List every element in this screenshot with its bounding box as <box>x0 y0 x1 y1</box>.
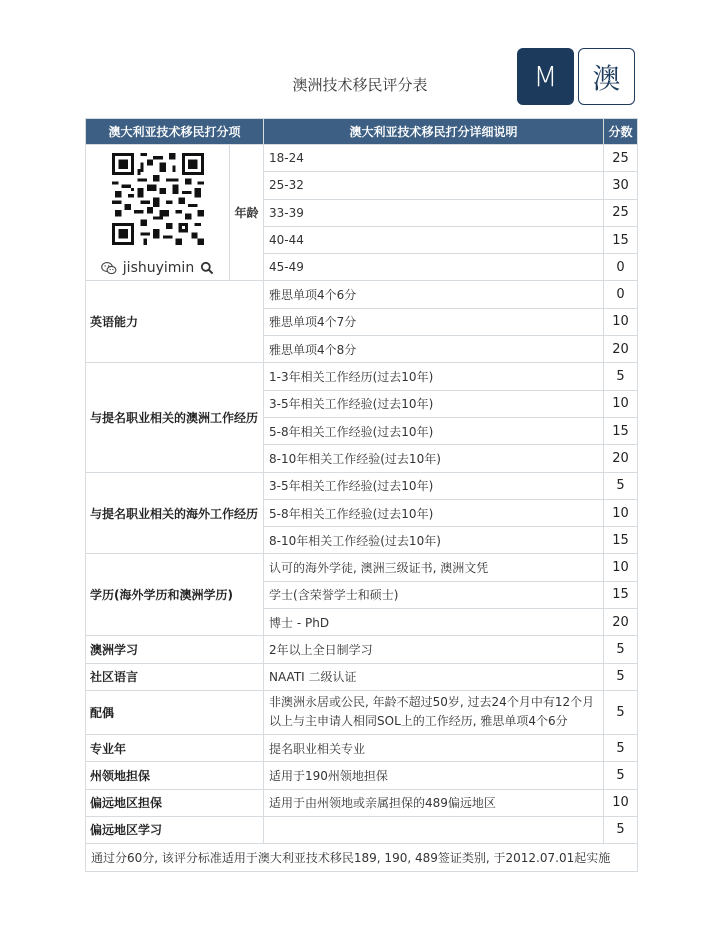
row-desc: 3-5年相关工作经验(过去10年) <box>264 390 604 417</box>
table-row <box>86 636 638 663</box>
row-score: 20 <box>604 336 638 363</box>
category-partner: 配偶 <box>86 690 264 734</box>
page-title: 澳洲技术移民评分表 <box>292 76 428 94</box>
partner-desc-line: 非澳洲永居或公民, 年龄不超过50岁, 过去24个月中有12个月 <box>269 695 595 710</box>
partner-desc-line: 以上与主申请人相同SOL上的工作经历, 雅思单项4个6分 <box>269 714 568 729</box>
table-footer-row <box>86 844 638 872</box>
row-score: 5 <box>604 762 638 789</box>
row-score: 25 <box>604 199 638 226</box>
row-desc: 18-24 <box>264 145 604 172</box>
row-desc: 3-5年相关工作经验(过去10年) <box>264 472 604 499</box>
logo-m: M <box>517 48 574 105</box>
row-score: 5 <box>604 636 638 663</box>
row-score: 5 <box>604 816 638 843</box>
wechat-id-row <box>90 260 225 276</box>
row-desc: 适用于190州领地担保 <box>264 762 604 789</box>
category-regional-study: 偏远地区学习 <box>86 816 264 843</box>
row-score: 25 <box>604 145 638 172</box>
row-desc: 33-39 <box>264 199 604 226</box>
age-label: 年龄 <box>230 145 264 281</box>
row-desc: 5-8年相关工作经验(过去10年) <box>264 417 604 444</box>
table-footer-note: 通过分60分, 该评分标准适用于澳大利亚技术移民189, 190, 489签证类别, 于2012.07.01起实施 <box>86 844 638 872</box>
table-row <box>86 363 638 390</box>
row-desc: 25-32 <box>264 172 604 199</box>
row-score: 20 <box>604 445 638 472</box>
row-desc: 2年以上全日制学习 <box>264 636 604 663</box>
row-desc: 认可的海外学徒, 澳洲三级证书, 澳洲文凭 <box>264 554 604 581</box>
header-score: 分数 <box>604 119 638 145</box>
table-row <box>86 472 638 499</box>
row-desc: 博士 - PhD <box>264 609 604 636</box>
row-score: 5 <box>604 363 638 390</box>
row-desc <box>264 816 604 843</box>
header-item: 澳大利亚技术移民打分项 <box>86 119 264 145</box>
table-row <box>86 663 638 690</box>
row-score: 10 <box>604 554 638 581</box>
category-au-study: 澳洲学习 <box>86 636 264 663</box>
table-row <box>86 816 638 843</box>
header-detail: 澳大利亚技术移民打分详细说明 <box>264 119 604 145</box>
score-table <box>85 118 638 872</box>
row-score: 30 <box>604 172 638 199</box>
row-desc: 8-10年相关工作经验(过去10年) <box>264 527 604 554</box>
table-row <box>86 690 638 734</box>
row-score: 0 <box>604 254 638 281</box>
row-desc: 5-8年相关工作经验(过去10年) <box>264 499 604 526</box>
category-au-work: 与提名职业相关的澳洲工作经历 <box>86 363 264 472</box>
row-desc: 提名职业相关专业 <box>264 734 604 761</box>
row-score: 15 <box>604 226 638 253</box>
row-desc: 1-3年相关工作经历(过去10年) <box>264 363 604 390</box>
category-professional-year: 专业年 <box>86 734 264 761</box>
search-icon <box>200 261 214 275</box>
row-score: 15 <box>604 581 638 608</box>
row-desc: 学士(含荣誉学士和硕士) <box>264 581 604 608</box>
row-score: 0 <box>604 281 638 308</box>
category-english: 英语能力 <box>86 281 264 363</box>
row-score: 20 <box>604 609 638 636</box>
qr-section <box>86 145 230 281</box>
table-row <box>86 145 638 172</box>
category-regional-sponsorship: 偏远地区担保 <box>86 789 264 816</box>
table-row <box>86 734 638 761</box>
row-score: 5 <box>604 690 638 734</box>
row-score: 5 <box>604 663 638 690</box>
row-score: 10 <box>604 499 638 526</box>
wechat-id: jishuyimin <box>122 260 195 276</box>
category-os-work: 与提名职业相关的海外工作经历 <box>86 472 264 554</box>
logo-ao: 澳 <box>578 48 635 105</box>
qr-code-icon <box>112 153 204 245</box>
row-score: 5 <box>604 734 638 761</box>
row-score: 10 <box>604 390 638 417</box>
category-state-sponsorship: 州领地担保 <box>86 762 264 789</box>
row-score: 10 <box>604 308 638 335</box>
wechat-icon <box>101 261 117 275</box>
row-score: 5 <box>604 472 638 499</box>
row-score: 15 <box>604 417 638 444</box>
table-row <box>86 789 638 816</box>
row-desc: 雅思单项4个8分 <box>264 336 604 363</box>
row-desc: 适用于由州领地或亲属担保的489偏远地区 <box>264 789 604 816</box>
row-desc: 8-10年相关工作经验(过去10年) <box>264 445 604 472</box>
row-desc: NAATI 二级认证 <box>264 663 604 690</box>
table-row <box>86 762 638 789</box>
row-desc <box>264 690 604 734</box>
table-row <box>86 281 638 308</box>
row-desc: 雅思单项4个6分 <box>264 281 604 308</box>
row-score: 10 <box>604 789 638 816</box>
category-community-language: 社区语言 <box>86 663 264 690</box>
row-desc: 40-44 <box>264 226 604 253</box>
category-education: 学历(海外学历和澳洲学历) <box>86 554 264 636</box>
row-desc: 45-49 <box>264 254 604 281</box>
table-row <box>86 554 638 581</box>
table-header <box>86 119 638 145</box>
row-desc: 雅思单项4个7分 <box>264 308 604 335</box>
row-score: 15 <box>604 527 638 554</box>
